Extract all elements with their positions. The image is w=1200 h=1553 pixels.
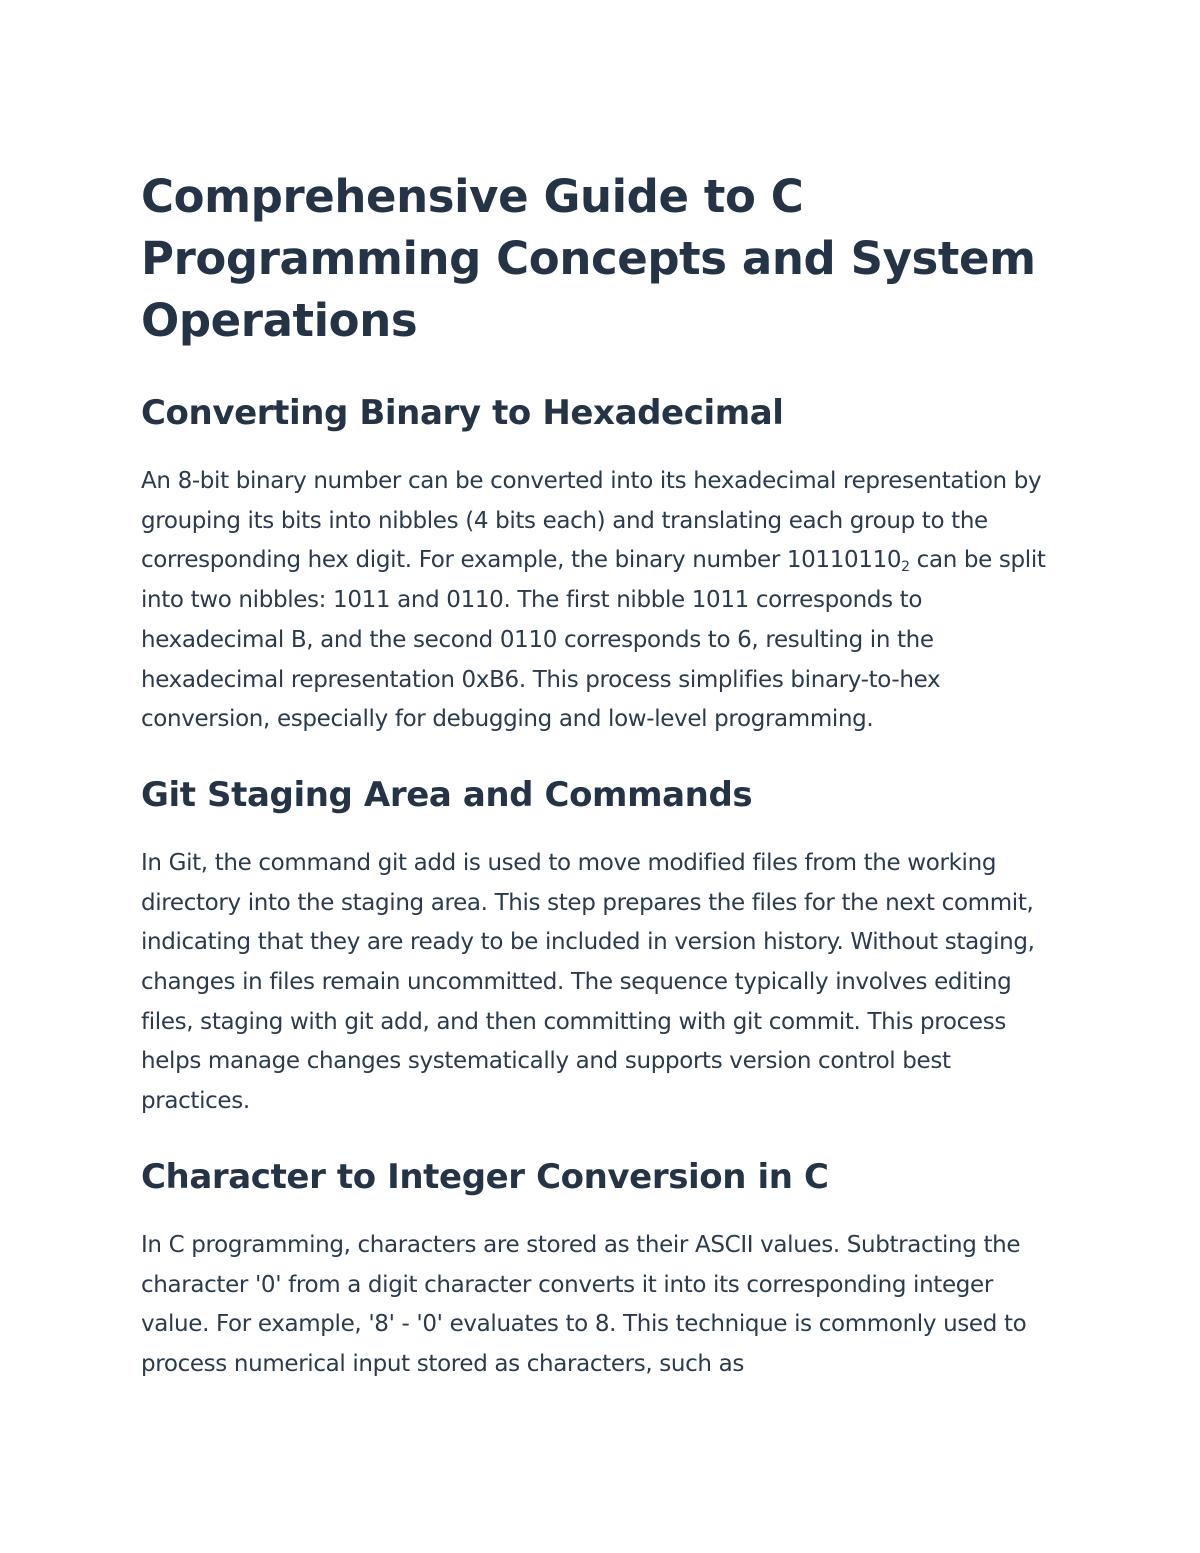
section-heading-git-staging: Git Staging Area and Commands: [141, 774, 753, 815]
document-page: [141, 166, 1059, 1385]
section-paragraph-git-staging: In Git, the command git add is used to move modified files from the working directory into the staging area. This step prepares the files for the next commit, indicating that they are ready to be included in version history. Without staging, changes in files remain uncommitted. The sequence typically involves editing files, staging with git add, and then committing with git commit. This process helps manage changes systematically and supports version control best practices.: [141, 849, 1035, 1115]
section-paragraph-binary-to-hex: [141, 462, 1059, 740]
section-heading-binary-to-hex: Converting Binary to Hexadecimal: [141, 393, 784, 433]
paragraph-text-part-2: can be split into two nibbles: 1011 and 0110. The first nibble 1011 corresponds to hexadecimal B, and the second 0110 corresponds to 6, resulting in the hexadecimal representation 0xB6. This process simplifies binary-to-hex conversion, especially for debugging and low-level programming.: [141, 547, 1046, 733]
document-title: Comprehensive Guide to C Programming Concepts and System Operations: [141, 170, 1036, 347]
section-heading-char-to-int: Character to Integer Conversion in C: [141, 1156, 829, 1197]
paragraph-text-part-1: An 8-bit binary number can be converted into its hexadecimal representation by grouping its bits into nibbles (4 bits each) and translating each group to the corresponding hex digit. For example, the binary number 10110110: [141, 468, 1042, 574]
base-subscript: 2: [901, 559, 910, 576]
section-paragraph-char-to-int: In C programming, characters are stored as their ASCII values. Subtracting the character '0' from a digit character converts it into its corresponding integer value. For example, '8' - '0' evaluates to 8. This technique is commonly used to process numerical input stored as characters, such as: [141, 1231, 1027, 1377]
